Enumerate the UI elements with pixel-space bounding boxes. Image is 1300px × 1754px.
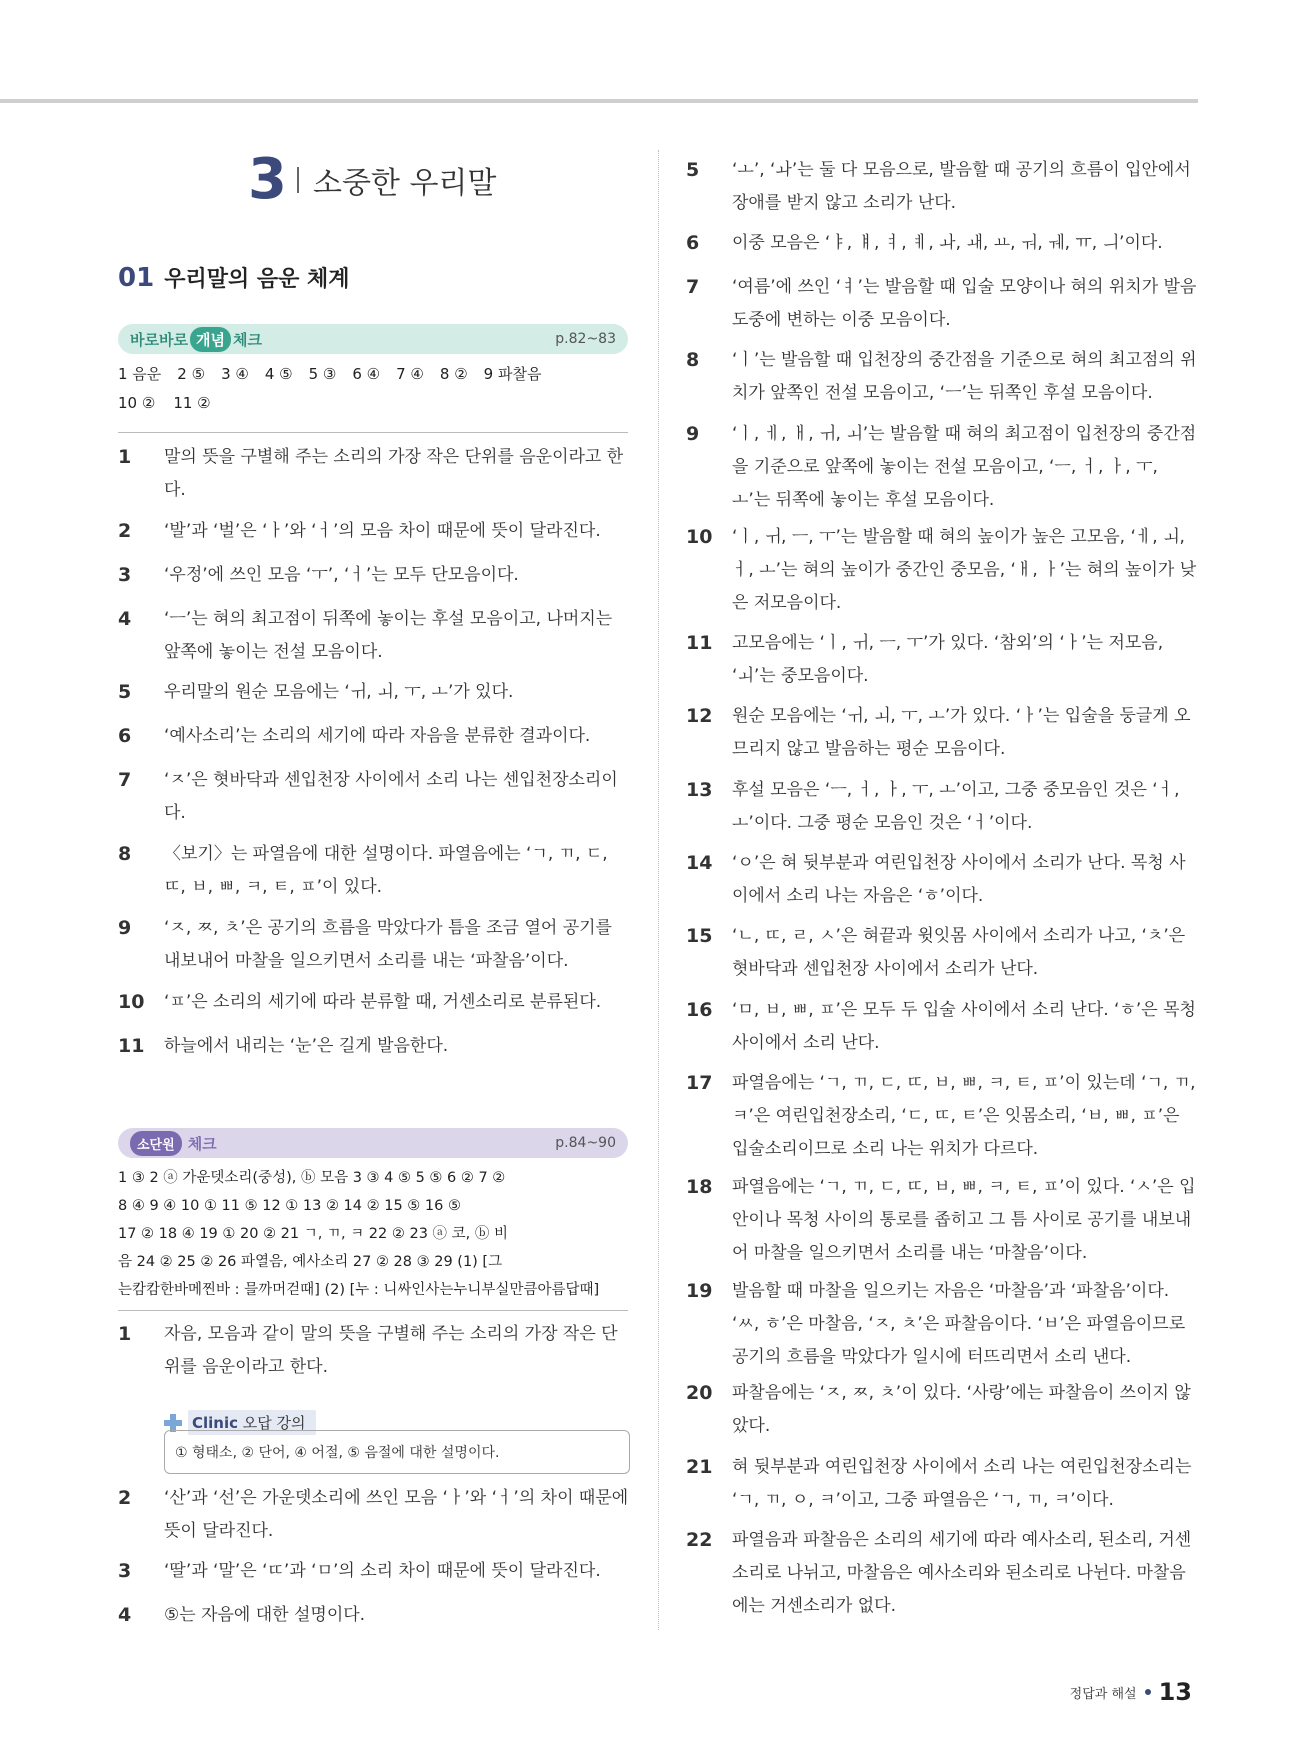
item-number: 12 [686,705,713,727]
concept-check-pages: p.82~83 [555,331,616,347]
explanation-item [118,986,630,1019]
clinic-label-b: 오답 강의 [242,1414,306,1432]
item-number: 5 [118,681,132,703]
explanation-item [118,1482,630,1548]
explanation-item [686,920,1198,986]
unit-answers-rule [118,1310,628,1311]
explanation-item [118,838,630,904]
unit-answer-line: 8 ④ 9 ④ 10 ① 11 ⑤ 12 ① 13 ② 14 ② 15 ⑤ 16 ⑤ [118,1198,461,1214]
footer-dot [1145,1689,1151,1695]
explanation-item [118,515,630,548]
item-number: 7 [118,769,132,791]
item-text: 하늘에서 내리는 ‘눈’은 길게 발음한다. [164,1036,449,1056]
answer-item: 9 파찰음 [483,365,542,383]
item-text: ‘ㅡ’는 혀의 최고점이 뒤쪽에 놓이는 후설 모음이고, 나머지는 앞쪽에 놓이는 전설 모음이다. [164,609,613,662]
answer-item: 4 ⑤ [264,365,293,383]
explanation-item [686,154,1198,220]
plus-icon [164,1414,182,1432]
footer-label: 정답과 해설 [1069,1686,1137,1702]
answers-rule [118,432,628,433]
unit-check-label [130,1131,217,1156]
concept-check-label [130,327,262,352]
item-number: 4 [118,608,132,630]
item-number: 21 [686,1456,713,1478]
item-number: 1 [118,1323,132,1345]
answer-row [118,389,628,418]
concept-check-band [118,324,628,354]
explanation-item [118,1318,630,1384]
item-text: ‘우정’에 쓰인 모음 ‘ㅜ’, ‘ㅓ’는 모두 단모음이다. [164,565,519,585]
item-number: 3 [118,564,132,586]
clinic-label-a: Clinic [192,1414,239,1432]
item-number: 3 [118,1560,132,1582]
item-text: ⑤는 자음에 대한 설명이다. [164,1605,366,1625]
top-rule [0,99,1198,103]
item-number: 8 [686,349,700,371]
item-number: 4 [118,1604,132,1626]
item-text: ‘ㄴ, ㄸ, ㄹ, ㅅ’은 혀끝과 윗잇몸 사이에서 소리가 나고, ‘ㅊ’은 혓바닥과 센입천장 사이에서 소리가 난다. [732,926,1186,979]
item-number: 14 [686,852,713,874]
item-text: ‘ㅁ, ㅂ, ㅃ, ㅍ’은 모두 두 입술 사이에서 소리 난다. ‘ㅎ’은 목청 사이에서 소리 난다. [732,1000,1196,1053]
item-number: 19 [686,1280,713,1302]
unit-check-band [118,1128,628,1158]
concept-check-label-b: 체크 [232,330,262,349]
unit-check-label-b: 체크 [187,1134,217,1153]
explanation-item [686,700,1198,766]
item-number: 11 [118,1035,145,1057]
item-text: 파열음에는 ‘ㄱ, ㄲ, ㄷ, ㄸ, ㅂ, ㅃ, ㅋ, ㅌ, ㅍ’이 있는데 ‘ㄱ, ㄲ, ㅋ’은 여린입천장소리, ‘ㄷ, ㄸ, ㅌ’은 잇몸소리, ‘ㅂ, ㅃ, ㅍ’은 입술소리이므로 소리 나는 위치가 다르다. [732,1073,1196,1159]
item-number: 8 [118,843,132,865]
page-number: 13 [1158,1678,1192,1706]
item-text: 원순 모음에는 ‘ㅟ, ㅚ, ㅜ, ㅗ’가 있다. ‘ㅏ’는 입술을 둥글게 오므리지 않고 발음하는 평순 모음이다. [732,706,1191,759]
explanation-item [118,1555,630,1588]
item-text: 혀 뒷부분과 여린입천장 사이에서 소리 나는 여린입천장소리는 ‘ㄱ, ㄲ, ㅇ, ㅋ’이고, 그중 파열음은 ‘ㄱ, ㄲ, ㅋ’이다. [732,1457,1192,1510]
item-text: ‘ㅈ’은 혓바닥과 센입천장 사이에서 소리 나는 센입천장소리이다. [164,770,618,823]
item-number: 11 [686,632,713,654]
unit-answer-line: 는캄캄한바메찐바 : 믈까머걷때] (2) [누 : 니싸인사는누니부실만큼아름답때] [118,1282,600,1298]
concept-check-label-a: 바로바로 [130,330,188,349]
item-number: 16 [686,999,713,1021]
item-text: ‘ㅣ, ㅟ, ㅡ, ㅜ’는 발음할 때 혀의 높이가 높은 고모음, ‘ㅔ, ㅚ, ㅓ, ㅗ’는 혀의 높이가 중간인 중모음, ‘ㅐ, ㅏ’는 혀의 높이가 낮은 저모음이다. [732,527,1197,613]
clinic-box: ① 형태소, ② 단어, ④ 어절, ⑤ 음절에 대한 설명이다. [164,1430,630,1474]
explanation-item [118,764,630,830]
explanation-item [686,1451,1198,1517]
page-footer [1070,1678,1192,1706]
explanation-item [686,521,1198,620]
item-text: 후설 모음은 ‘ㅡ, ㅓ, ㅏ, ㅜ, ㅗ’이고, 그중 중모음인 것은 ‘ㅓ, ㅗ’이다. 그중 평순 모음인 것은 ‘ㅓ’이다. [732,780,1180,833]
answer-item: 10 ② [118,394,156,412]
concept-check-label-circle: 개념 [190,327,231,352]
item-number: 18 [686,1176,713,1198]
item-text: 파열음과 파찰음은 소리의 세기에 따라 예사소리, 된소리, 거센소리로 나뉘고, 마찰음은 예사소리와 된소리로 나뉜다. 마찰음에는 거센소리가 없다. [732,1530,1192,1616]
explanation-item [118,441,630,507]
unit-answer-line: 음 24 ② 25 ② 26 파열음, 예사소리 27 ② 28 ③ 29 (1) [그 [118,1254,503,1270]
column-divider [658,150,659,1630]
explanation-item [118,1599,630,1632]
explanation-item [686,1524,1198,1623]
item-text: ‘ㅈ, ㅉ, ㅊ’은 공기의 흐름을 막았다가 틈을 조금 열어 공기를 내보내어 마찰을 일으키면서 소리를 내는 ‘파찰음’이다. [164,918,612,971]
explanation-item [686,1275,1198,1374]
explanation-item [686,1067,1198,1166]
unit-answer-line: 17 ② 18 ④ 19 ① 20 ② 21 ㄱ, ㄲ, ㅋ 22 ② 23 ⓐ 코, ⓑ 비 [118,1226,508,1242]
item-number: 2 [118,1487,132,1509]
answer-row [118,360,628,389]
answer-item: 11 ② [173,394,211,412]
explanation-item [686,847,1198,913]
item-text: ‘ㅣ’는 발음할 때 입천장의 중간점을 기준으로 혀의 최고점의 위치가 앞쪽인 전설 모음이고, ‘ㅡ’는 뒤쪽인 후설 모음이다. [732,350,1197,403]
item-number: 10 [118,991,145,1013]
explanation-item [686,227,1198,260]
item-text: ‘딸’과 ‘말’은 ‘ㄸ’과 ‘ㅁ’의 소리 차이 때문에 뜻이 달라진다. [164,1561,601,1581]
answer-item: 6 ④ [352,365,381,383]
answer-item: 3 ④ [221,365,249,383]
item-number: 9 [686,423,700,445]
item-text: ‘ㅇ’은 혀 뒷부분과 여린입천장 사이에서 소리가 난다. 목청 사이에서 소리 나는 자음은 ‘ㅎ’이다. [732,853,1186,906]
explanation-item [118,912,630,978]
explanation-item [686,418,1198,517]
item-text: ‘산’과 ‘선’은 가운뎃소리에 쓰인 모음 ‘ㅏ’와 ‘ㅓ’의 차이 때문에 뜻이 달라진다. [164,1488,629,1541]
answer-item: 5 ③ [308,365,337,383]
item-text: 이중 모음은 ‘ㅑ, ㅒ, ㅕ, ㅖ, ㅘ, ㅙ, ㅛ, ㅝ, ㅞ, ㅠ, ㅢ’이다. [732,233,1163,253]
item-number: 1 [118,446,132,468]
chapter-heading [248,147,497,212]
item-text: ‘여름’에 쓰인 ‘ㅕ’는 발음할 때 입술 모양이나 혀의 위치가 발음 도중에 변하는 이중 모음이다. [732,277,1197,330]
item-number: 2 [118,520,132,542]
concept-check-answers [118,360,628,418]
section-number: 01 [118,262,155,293]
item-text: ‘발’과 ‘벌’은 ‘ㅏ’와 ‘ㅓ’의 모음 차이 때문에 뜻이 달라진다. [164,521,601,541]
chapter-separator [297,167,299,193]
explanation-item [686,774,1198,840]
item-number: 15 [686,925,713,947]
item-number: 20 [686,1382,713,1404]
answer-item: 1 음운 [118,365,162,383]
item-number: 9 [118,917,132,939]
explanation-item [686,344,1198,410]
explanation-item [118,559,630,592]
item-text: 파찰음에는 ‘ㅈ, ㅉ, ㅊ’이 있다. ‘사랑’에는 파찰음이 쓰이지 않았다. [732,1383,1191,1436]
item-text: ‘ㅣ, ㅔ, ㅐ, ㅟ, ㅚ’는 발음할 때 혀의 최고점이 입천장의 중간점을 기준으로 앞쪽에 놓이는 전설 모음이고, ‘ㅡ, ㅓ, ㅏ, ㅜ, ㅗ’는 뒤쪽에 놓이는 후설 모음이다. [732,424,1197,510]
unit-check-pages: p.84~90 [555,1135,616,1151]
unit-answer-line: 1 ③ 2 ⓐ 가운뎃소리(중성), ⓑ 모음 3 ③ 4 ⑤ 5 ⑤ 6 ② 7 ② [118,1170,506,1186]
item-number: 6 [118,725,132,747]
item-number: 5 [686,159,700,181]
explanation-item [686,1377,1198,1443]
explanation-item [118,720,630,753]
answer-item: 7 ④ [396,365,424,383]
unit-check-label-circle: 소단원 [130,1131,182,1156]
explanation-item [686,994,1198,1060]
answer-item: 2 ⑤ [177,365,206,383]
explanation-item [118,1030,630,1063]
item-number: 10 [686,526,713,548]
chapter-number: 3 [248,147,287,212]
item-text: 우리말의 원순 모음에는 ‘ㅟ, ㅚ, ㅜ, ㅗ’가 있다. [164,682,514,702]
item-number: 7 [686,276,700,298]
item-text: 말의 뜻을 구별해 주는 소리의 가장 작은 단위를 음운이라고 한다. [164,447,624,500]
item-text: ‘예사소리’는 소리의 세기에 따라 자음을 분류한 결과이다. [164,726,591,746]
item-number: 22 [686,1529,713,1551]
chapter-title: 소중한 우리말 [312,166,497,201]
item-number: 6 [686,232,700,254]
unit-check-answers [118,1164,628,1304]
item-text: 파열음에는 ‘ㄱ, ㄲ, ㄷ, ㄸ, ㅂ, ㅃ, ㅋ, ㅌ, ㅍ’이 있다. ‘ㅅ’은 입안이나 목청 사이의 통로를 좁히고 그 틈 사이로 공기를 내보내어 마찰을 일으키면서 소리를 내는 ‘마찰음’이다. [732,1177,1196,1263]
section-heading [118,262,350,293]
explanation-item [686,271,1198,337]
item-text: 자음, 모음과 같이 말의 뜻을 구별해 주는 소리의 가장 작은 단위를 음운이라고 한다. [164,1324,618,1377]
item-number: 13 [686,779,713,801]
item-text: 발음할 때 마찰을 일으키는 자음은 ‘마찰음’과 ‘파찰음’이다. ‘ㅆ, ㅎ’은 마찰음, ‘ㅈ, ㅊ’은 파찰음이다. ‘ㅂ’은 파열음이므로 공기의 흐름을 막았다가 일시에 터뜨리면서 소리 낸다. [732,1281,1186,1367]
item-text: 고모음에는 ‘ㅣ, ㅟ, ㅡ, ㅜ’가 있다. ‘참외’의 ‘ㅏ’는 저모음, ‘ㅚ’는 중모음이다. [732,633,1164,686]
explanation-item [686,627,1198,693]
item-number: 17 [686,1072,713,1094]
answer-item: 8 ② [439,365,468,383]
item-text: 〈보기〉는 파열음에 대한 설명이다. 파열음에는 ‘ㄱ, ㄲ, ㄷ, ㄸ, ㅂ, ㅃ, ㅋ, ㅌ, ㅍ’이 있다. [164,844,608,897]
explanation-item [118,676,630,709]
explanation-item [686,1171,1198,1270]
explanation-item [118,603,630,669]
section-title: 우리말의 음운 체계 [164,267,350,292]
item-text: ‘ㅗ’, ‘ㅘ’는 둘 다 모음으로, 발음할 때 공기의 흐름이 입안에서 장애를 받지 않고 소리가 난다. [732,160,1191,213]
item-text: ‘ㅍ’은 소리의 세기에 따라 분류할 때, 거센소리로 분류된다. [164,992,602,1012]
